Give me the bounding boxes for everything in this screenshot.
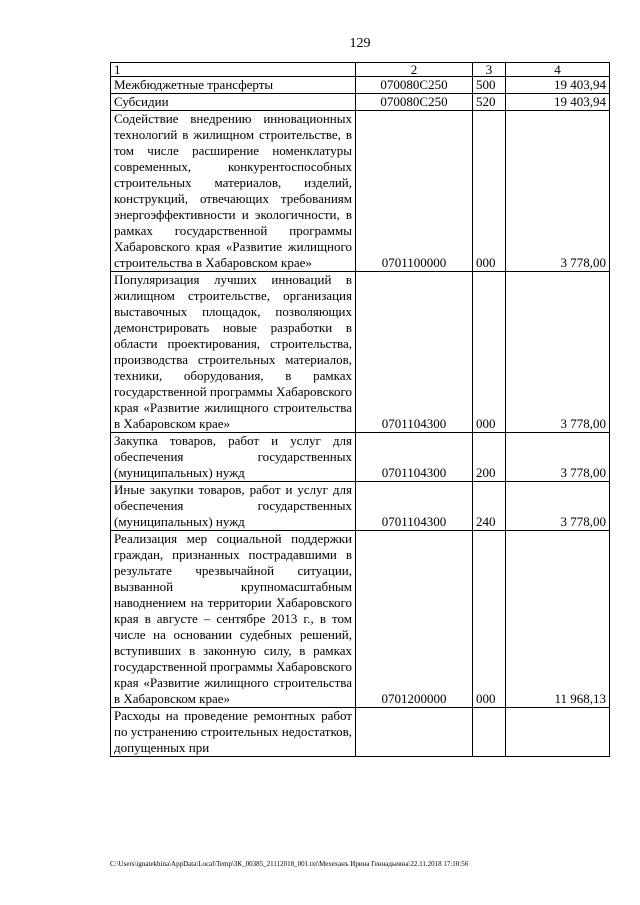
table-row (111, 531, 610, 708)
row-amount (506, 708, 610, 757)
row-amount: 19 403,94 (506, 94, 610, 111)
row-type: 240 (473, 482, 506, 531)
row-amount: 11 968,13 (506, 531, 610, 708)
row-code: 0701100000 (356, 111, 473, 272)
table-header-row (111, 63, 610, 77)
header-cell: 4 (506, 63, 610, 77)
table-row (111, 433, 610, 482)
table-row (111, 94, 610, 111)
row-type: 000 (473, 272, 506, 433)
row-name: Субсидии (111, 94, 356, 111)
row-name: Иные закупки товаров, работ и услуг для обеспечения государственных (муниципальных) нужд (111, 482, 356, 531)
header-cell: 3 (473, 63, 506, 77)
row-code: 0701104300 (356, 433, 473, 482)
row-type: 000 (473, 531, 506, 708)
row-name: Закупка товаров, работ и услуг для обеспечения государственных (муниципальных) нужд (111, 433, 356, 482)
row-amount: 3 778,00 (506, 482, 610, 531)
file-path-footer: C:\Users\ignatekhina\AppData\Local\Temp\ЗК_00385_21112018_001.txt\Мехеханъ Ирина Геннадьевна\22.11.2018 17:10:56 (110, 860, 469, 868)
row-type (473, 708, 506, 757)
row-code: 0701104300 (356, 482, 473, 531)
row-type: 500 (473, 77, 506, 94)
row-amount: 3 778,00 (506, 272, 610, 433)
row-name: Расходы на проведение ремонтных работ по устранению строительных недостатков, допущенных при (111, 708, 356, 757)
row-code (356, 708, 473, 757)
table-row (111, 482, 610, 531)
row-amount: 19 403,94 (506, 77, 610, 94)
row-type: 520 (473, 94, 506, 111)
header-cell: 2 (356, 63, 473, 77)
row-name: Содействие внедрению инновационных технологий в жилищном строительстве, в том числе расширение номенклатуры современных, конкурентоспособных строительных материалов, изделий, конструкций, отвечающих требованиям энергоэффективности и экологичности, в рамках государственной программы Хабаровского края «Развитие жилищного строительства в Хабаровском крае» (111, 111, 356, 272)
table-row (111, 272, 610, 433)
row-name: Реализация мер социальной поддержки граждан, признанных пострадавшими в результате чрезвычайной ситуации, вызванной крупномасштабным наводнением на территории Хабаровского края в августе – сентябре 2013 г., в том числе на основании судебных решений, вступивших в законную силу, в рамках государственной программы Хабаровского края «Развитие жилищного строительства в Хабаровском крае» (111, 531, 356, 708)
row-code: 0701104300 (356, 272, 473, 433)
table-row (111, 77, 610, 94)
header-cell: 1 (111, 63, 356, 77)
row-code: 0701200000 (356, 531, 473, 708)
row-code: 070080С250 (356, 77, 473, 94)
table-row (111, 111, 610, 272)
page-number: 129 (349, 36, 371, 51)
table-row (111, 708, 610, 757)
row-name: Популяризация лучших инноваций в жилищном строительстве, организация выставочных площадок, позволяющих демонстрировать новые разработки в области проектирования, строительства, производства строительных материалов, техники, оборудования, в рамках государственной программы Хабаровского края «Развитие жилищного строительства в Хабаровском крае» (111, 272, 356, 433)
row-code: 070080С250 (356, 94, 473, 111)
row-name: Межбюджетные трансферты (111, 77, 356, 94)
row-amount: 3 778,00 (506, 111, 610, 272)
row-type: 000 (473, 111, 506, 272)
budget-table (110, 62, 610, 757)
row-amount: 3 778,00 (506, 433, 610, 482)
row-type: 200 (473, 433, 506, 482)
